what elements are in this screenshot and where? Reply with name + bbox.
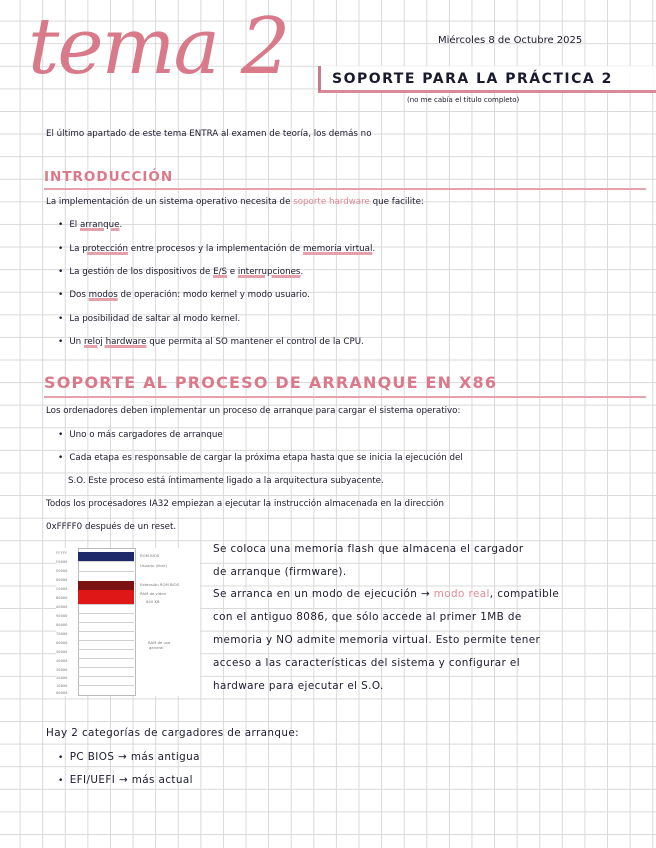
memory-address: 60000 [56,640,68,645]
memory-block-line [78,676,134,686]
section-heading-arranque: SOPORTE AL PROCESO DE ARRANQUE EN X86 [44,373,498,392]
memory-address: FFFFF [56,550,68,555]
memory-address: 20000 [56,675,68,680]
memory-address: 00000 [56,690,68,695]
list-item: • Un reloj hardware que permita al SO mantener el control de la CPU. [58,337,364,347]
memory-address: 90000 [56,613,68,618]
intro-note: El último apartado de este tema ENTRA al examen de teoría, los demás no [46,129,372,139]
list-item: • El arranque. [58,220,122,230]
section-rule [44,396,646,398]
memory-map-diagram [56,548,200,696]
arranque-lead: Los ordenadores deben implementar un proceso de arranque para cargar el sistema operativo: [46,406,461,416]
list-item: • PC BIOS → más antigua [58,751,200,763]
memory-address: B0000 [56,595,68,600]
paragraph-line: memoria y NO admite memoria virtual. Esto permite tener [213,634,541,646]
memory-label-unused: Usuario (libre) [140,563,167,568]
practice-title: SOPORTE PARA LA PRÁCTICA 2 [332,71,613,87]
section-heading-introduccion: INTRODUCCIÓN [44,169,174,185]
date: Miércoles 8 de Octubre 2025 [438,35,583,46]
memory-address: D0000 [56,577,68,582]
paragraph-line: Se coloca una memoria flash que almacena el cargador [213,543,524,555]
intro-lead: La implementación de un sistema operativo necesita de soporte hardware que facilite: [46,197,424,207]
list-item: • Dos modos de operación: modo kernel y modo usuario. [58,290,310,300]
list-item: • La protección entre procesos y la implementación de memoria virtual. [58,244,375,254]
list-item: • Uno o más cargadores de arranque [58,430,223,440]
paragraph-line: acceso a las características del sistema y configurar el [213,657,521,669]
categories-lead: Hay 2 categorías de cargadores de arranque: [46,727,300,739]
memory-address: F0000 [56,559,68,564]
list-item: • La posibilidad de saltar al modo kernel. [58,314,240,324]
memory-block-video-ram [78,590,134,605]
paragraph-line: 0xFFFF0 después de un reset. [46,522,177,532]
memory-label-ext-rom: Extensión ROM BIOS [140,582,180,587]
memory-label-video-ram: RAM de vídeo [140,591,166,596]
list-item: • La gestión de los dispositivos de E/S e interrupciones. [58,267,303,277]
memory-address: 70000 [56,631,68,636]
memory-address: 30000 [56,667,68,672]
memory-address: 80000 [56,622,68,627]
page-title: tema 2 [28,2,289,92]
paragraph-line: Todos los procesadores IA32 empiezan a ejecutar la instrucción almacenada en la dirección [46,499,444,509]
memory-label-rom-bios: ROM BIOS [140,553,160,558]
memory-label-640kb: 640 KB [146,599,160,604]
memory-label-general-ram: RAM de uso [148,640,171,645]
memory-address: 50000 [56,649,68,654]
memory-label-general-ram: general [149,645,164,650]
memory-address: C0000 [56,586,68,591]
practice-note: (no me cabía el título completo) [407,96,520,104]
paragraph-line: de arranque (firmware). [213,566,347,578]
list-item: • Cada etapa es responsable de cargar la próxima etapa hasta que se inicia la ejecución del [58,453,463,463]
list-item: • EFI/UEFI → más actual [58,774,193,786]
paragraph-line: hardware para ejecutar el S.O. [213,680,384,692]
memory-address: A0000 [56,604,68,609]
section-rule [44,188,646,190]
paragraph-line: con el antiguo 8086, que sólo accede al primer 1MB de [213,611,522,623]
list-item-continuation: S.O. Este proceso está íntimamente ligado a la arquitectura subyacente. [68,476,384,486]
memory-address: 10000 [56,683,68,688]
memory-address: E0000 [56,568,68,573]
paragraph-line: Se arranca en un modo de ejecución → modo real, compatible [213,588,560,600]
memory-address: 40000 [56,658,68,663]
